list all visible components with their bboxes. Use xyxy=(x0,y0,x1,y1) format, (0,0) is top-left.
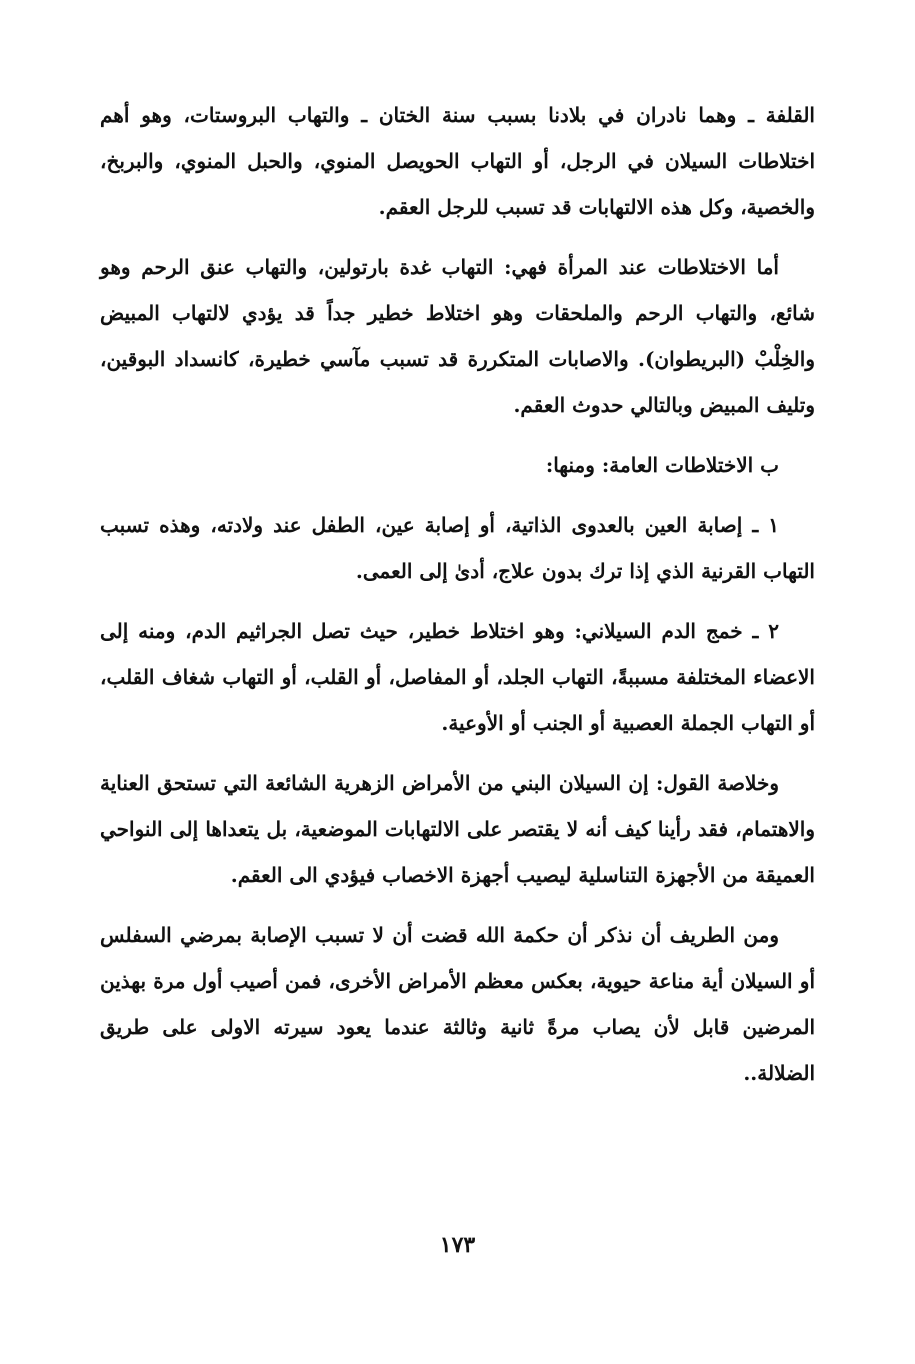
page-body xyxy=(100,92,815,1110)
list-item-eye-infection: ١ ـ إصابة العين بالعدوى الذاتية، أو إصابة عين، الطفل عند ولادته، وهذه تسبب التهاب القرنية الذي إذا ترك بدون علاج، أدىٰ إلى العمى. xyxy=(100,513,815,583)
section-heading-general-complications: ب الاختلاطات العامة: ومنها: xyxy=(545,453,779,477)
paragraph-female-complications: أما الاختلاطات عند المرأة فهي: التهاب غدة بارتولين، والتهاب عنق الرحم وهو شائع، والتهاب الرحم والملحقات وهو اختلاط خطير جداً قد يؤدي لالتهاب المبيض والخِلْبْ (البريطوان). والاصابات المتكررة قد تسبب مآسي خطيرة، كانسداد البوقين، وتليف المبيض وبالتالي حدوث العقم. xyxy=(100,255,815,417)
paragraph-immunity-note: ومن الطريف أن نذكر أن حكمة الله قضت أن لا تسبب الإصابة بمرضي السفلس أو السيلان أية مناعة حيوية، بعكس معظم الأمراض الأخرى، فمن أصيب أول مرة بهذين المرضين قابل لأن يصاب مرةً ثانية وثالثة عندما يعود سيرته الاولى على طريق الضلالة.. xyxy=(100,923,815,1085)
list-item-blood-infection: ٢ ـ خمج الدم السيلاني: وهو اختلاط خطير، حيث تصل الجراثيم الدم، ومنه إلى الاعضاء المختلفة مسببةً، التهاب الجلد، أو المفاصل، أو القلب، أو التهاب شغاف القلب، أو التهاب الجملة العصبية أو الجنب أو الأوعية. xyxy=(100,619,815,735)
paragraph-male-complications: القلفة ـ وهما نادران في بلادنا بسبب سنة الختان ـ والتهاب البروستات، وهو أهم اختلاطات السيلان في الرجل، أو التهاب الحويصل المنوي، والحبل المنوي، والبربخ، والخصية، وكل هذه الالتهابات قد تسبب للرجل العقم. xyxy=(100,103,815,219)
paragraph-summary: وخلاصة القول: إن السيلان البني من الأمراض الزهرية الشائعة التي تستحق العناية والاهتمام، فقد رأينا كيف أنه لا يقتصر على الالتهابات الموضعية، بل يتعداها إلى النواحي العميقة من الأجهزة التناسلية ليصيب أجهزة الاخصاب فيؤدي الى العقم. xyxy=(100,771,815,887)
page-number: ١٧٣ xyxy=(439,1232,476,1258)
